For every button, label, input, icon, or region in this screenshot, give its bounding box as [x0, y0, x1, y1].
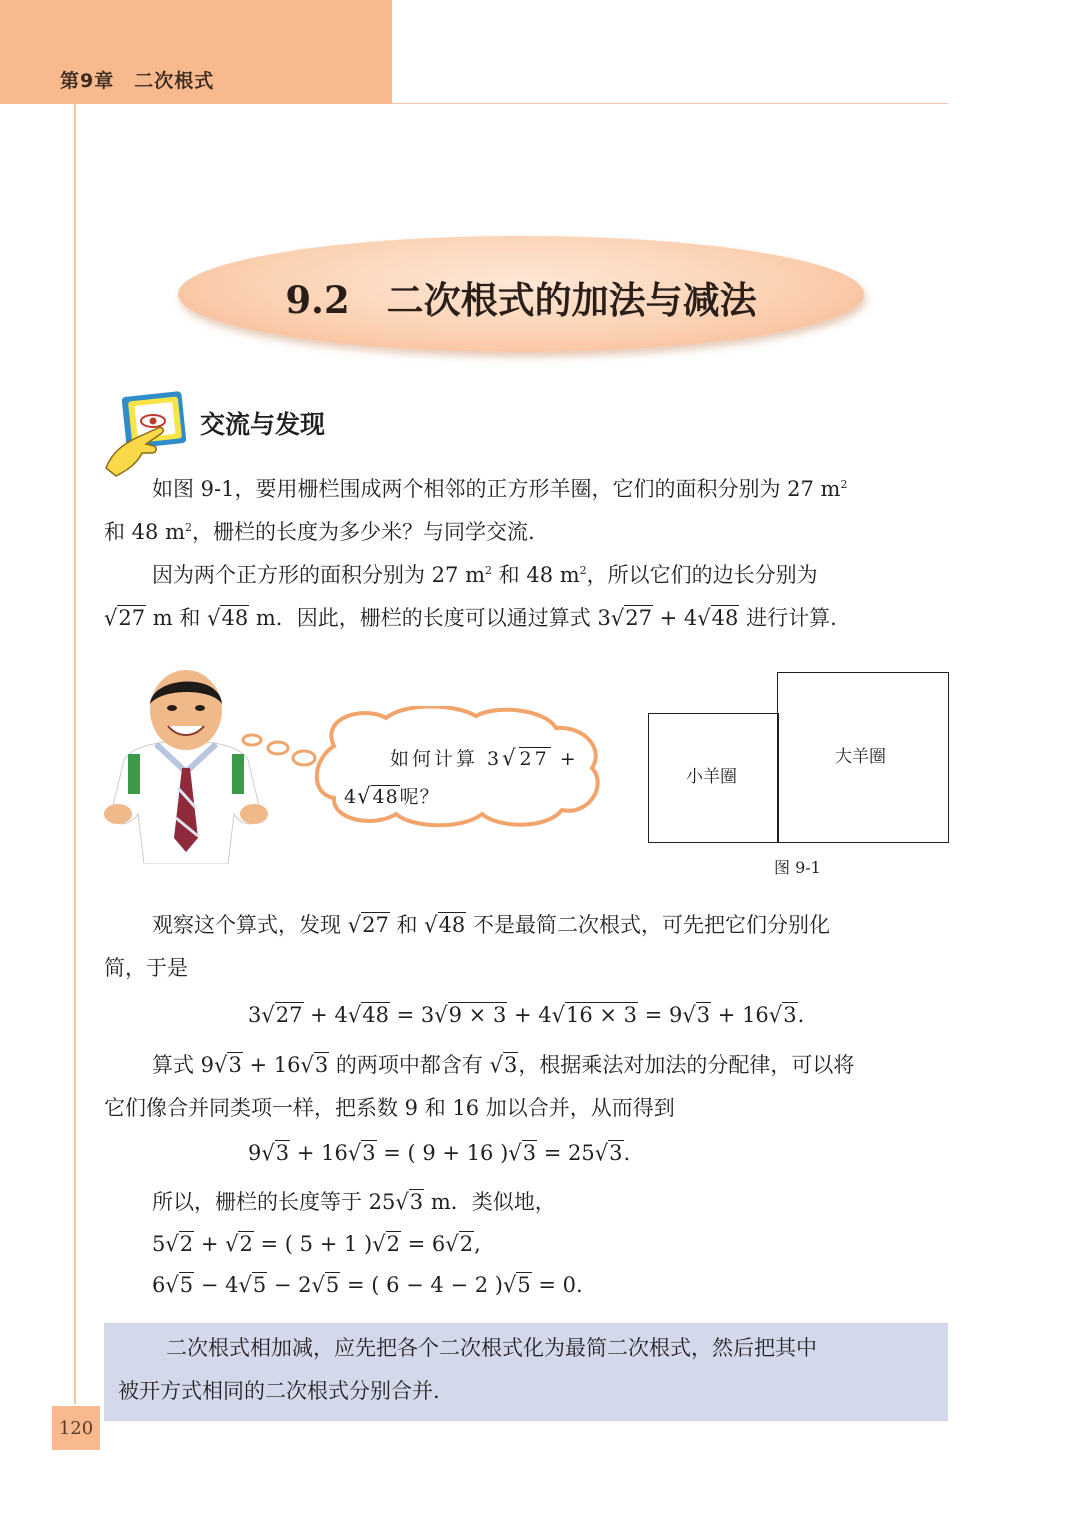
intro-paragraph-2: 因为两个正方形的面积分别为 27 $m^2$ 和 48 $m^2$，所以它们的边长分别为 √27 m 和 √48 m．因此，栅栏的长度可以通过算式 3√27 + 4√48 进行计算.: [104, 563, 837, 631]
figure-caption: 图 9-1: [774, 858, 821, 877]
section-title: 9.2 二次根式的加法与减法: [285, 278, 757, 322]
chapter-title: 第9章 二次根式: [60, 70, 215, 92]
bubble-text-line-2: 4√48呢？: [344, 783, 440, 809]
small-pen-label: 小羊圈: [686, 767, 737, 787]
topic-label: 交流与发现: [200, 410, 326, 439]
intro-paragraph-1: 如图 9-1，要用栅栏围成两个相邻的正方形羊圈，它们的面积分别为 27 $m^2$ 和 48 $m^2$，栅栏的长度为多少米？与同学交流.: [104, 477, 848, 544]
observation-paragraph: 观察这个算式，发现 √27 和 √48 不是最简二次根式，可先把它们分别化 简，于是: [104, 912, 830, 980]
sqrt-27: √27: [104, 605, 146, 631]
equation-2: 9√3 + 16√3 = ( 9 + 16 )√3 = 25√3.: [248, 1140, 631, 1166]
equation-4: 6√5 − 4√5 − 2√5 = ( 6 − 4 − 2 )√5 = 0.: [152, 1272, 583, 1298]
page-number: 120: [52, 1406, 100, 1450]
equation-3: 5√2 + √2 = ( 5 + 1 )√2 = 6√2,: [152, 1231, 481, 1257]
distributive-paragraph: 算式 9√3 + 16√3 的两项中都含有 √3，根据乘法对加法的分配律，可以将 它们像合并同类项一样，把系数 9 和 16 加以合并，从而得到: [104, 1052, 855, 1120]
large-pen-label: 大羊圈: [835, 747, 886, 767]
margin-rule: [74, 104, 76, 1404]
equation-1: 3√27 + 4√48 = 3√9 × 3 + 4√16 × 3 = 9√3 + 16√3.: [248, 1002, 805, 1028]
summary-text: 二次根式相加减，应先把各个二次根式化为最简二次根式，然后把其中 被开方式相同的二次根式分别合并.: [118, 1336, 817, 1403]
sqrt-48: √48: [207, 605, 249, 631]
bubble-text-line-1: 如何计算 3√27 +: [390, 745, 579, 771]
header-divider: [392, 103, 948, 104]
conclusion-line: 所以，栅栏的长度等于 25√3 m．类似地，: [152, 1189, 556, 1215]
